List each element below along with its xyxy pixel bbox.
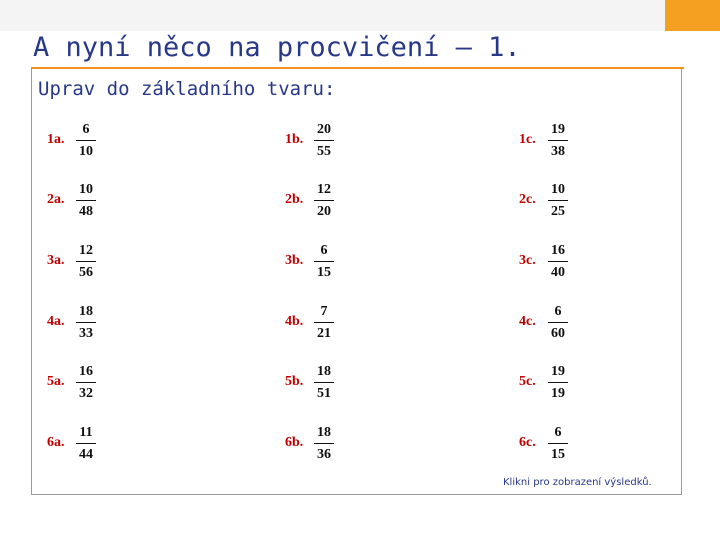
fraction-numerator: 19 xyxy=(551,122,565,137)
fraction-bar xyxy=(548,382,568,383)
fraction-numerator: 18 xyxy=(79,304,93,319)
top-banner xyxy=(0,0,720,31)
exercise-3b xyxy=(285,243,395,287)
exercise-label: 5a. xyxy=(47,374,65,389)
fraction xyxy=(548,243,568,281)
fraction-numerator: 20 xyxy=(317,122,331,137)
exercise-6a xyxy=(47,425,157,469)
exercise-label: 4a. xyxy=(47,314,65,329)
fraction-numerator: 18 xyxy=(317,425,331,440)
fraction-bar xyxy=(76,200,96,201)
exercise-label: 1c. xyxy=(519,132,536,147)
exercise-1a xyxy=(47,122,157,166)
fraction-bar xyxy=(76,443,96,444)
exercise-2c xyxy=(519,182,629,226)
exercise-4a xyxy=(47,304,157,348)
fraction xyxy=(76,364,96,402)
fraction-numerator: 6 xyxy=(320,243,328,258)
fraction-bar xyxy=(76,322,96,323)
fraction xyxy=(314,182,334,220)
show-results-hint[interactable]: Klikni pro zobrazení výsledků. xyxy=(503,477,652,488)
exercise-6b xyxy=(285,425,395,469)
exercise-label: 5c. xyxy=(519,374,536,389)
fraction-numerator: 16 xyxy=(79,364,93,379)
fraction xyxy=(548,182,568,220)
fraction-denominator: 48 xyxy=(79,204,93,219)
fraction xyxy=(548,304,568,342)
exercise-4b xyxy=(285,304,395,348)
top-banner-accent xyxy=(665,0,720,31)
exercise-label: 4b. xyxy=(285,314,304,329)
exercise-label: 2c. xyxy=(519,192,536,207)
fraction-bar xyxy=(76,382,96,383)
fraction xyxy=(76,122,96,160)
fraction xyxy=(548,122,568,160)
exercise-1c xyxy=(519,122,629,166)
fraction-bar xyxy=(548,261,568,262)
fraction xyxy=(76,243,96,281)
fraction xyxy=(314,243,334,281)
exercise-label: 5b. xyxy=(285,374,304,389)
fraction-bar xyxy=(314,200,334,201)
fraction-numerator: 6 xyxy=(554,304,562,319)
fraction xyxy=(314,425,334,463)
exercise-5b xyxy=(285,364,395,408)
exercise-label: 4c. xyxy=(519,314,536,329)
exercise-3c xyxy=(519,243,629,287)
fraction-bar xyxy=(314,322,334,323)
fraction-denominator: 25 xyxy=(551,204,565,219)
fraction-numerator: 11 xyxy=(79,425,93,440)
fraction-bar xyxy=(314,443,334,444)
fraction-denominator: 10 xyxy=(79,144,93,159)
fraction-numerator: 6 xyxy=(82,122,90,137)
exercise-2b xyxy=(285,182,395,226)
exercise-3a xyxy=(47,243,157,287)
fraction xyxy=(548,425,568,463)
fraction-bar xyxy=(548,443,568,444)
fraction-bar xyxy=(548,140,568,141)
fraction-numerator: 7 xyxy=(320,304,328,319)
exercise-4c xyxy=(519,304,629,348)
fraction-bar xyxy=(76,140,96,141)
fraction-denominator: 55 xyxy=(317,144,331,159)
fraction-denominator: 51 xyxy=(317,386,331,401)
fraction xyxy=(548,364,568,402)
fraction-numerator: 6 xyxy=(554,425,562,440)
fraction-denominator: 36 xyxy=(317,447,331,462)
fraction-bar xyxy=(548,200,568,201)
fraction-denominator: 20 xyxy=(317,204,331,219)
fraction-denominator: 60 xyxy=(551,326,565,341)
fraction-denominator: 15 xyxy=(551,447,565,462)
exercise-label: 6a. xyxy=(47,435,65,450)
exercise-label: 6c. xyxy=(519,435,536,450)
fraction-bar xyxy=(548,322,568,323)
fraction-numerator: 10 xyxy=(551,182,565,197)
fraction-bar xyxy=(314,261,334,262)
fraction-denominator: 40 xyxy=(551,265,565,280)
exercise-6c xyxy=(519,425,629,469)
fraction-numerator: 18 xyxy=(317,364,331,379)
fraction xyxy=(76,182,96,220)
fraction-denominator: 19 xyxy=(551,386,565,401)
fraction xyxy=(76,304,96,342)
exercise-label: 2b. xyxy=(285,192,304,207)
exercise-label: 1b. xyxy=(285,132,304,147)
fraction-bar xyxy=(314,382,334,383)
exercise-5c xyxy=(519,364,629,408)
fraction-denominator: 38 xyxy=(551,144,565,159)
fraction-numerator: 10 xyxy=(79,182,93,197)
exercise-1b xyxy=(285,122,395,166)
exercise-label: 1a. xyxy=(47,132,65,147)
fraction-numerator: 12 xyxy=(317,182,331,197)
fraction-denominator: 21 xyxy=(317,326,331,341)
fraction-numerator: 19 xyxy=(551,364,565,379)
exercise-label: 3a. xyxy=(47,253,65,268)
fraction xyxy=(314,122,334,160)
instruction-text: Uprav do základního tvaru: xyxy=(38,78,336,100)
fraction xyxy=(76,425,96,463)
fraction-denominator: 56 xyxy=(79,265,93,280)
fraction-denominator: 15 xyxy=(317,265,331,280)
fraction-denominator: 44 xyxy=(79,447,93,462)
exercise-5a xyxy=(47,364,157,408)
fraction-numerator: 12 xyxy=(79,243,93,258)
fraction-denominator: 33 xyxy=(79,326,93,341)
fraction-numerator: 16 xyxy=(551,243,565,258)
fraction-bar xyxy=(314,140,334,141)
fraction xyxy=(314,304,334,342)
slide-title: A nyní něco na procvičení – 1. xyxy=(33,32,521,63)
fraction xyxy=(314,364,334,402)
fraction-denominator: 32 xyxy=(79,386,93,401)
exercise-label: 3c. xyxy=(519,253,536,268)
exercise-label: 3b. xyxy=(285,253,304,268)
top-banner-gray xyxy=(0,0,665,31)
exercise-2a xyxy=(47,182,157,226)
exercise-label: 6b. xyxy=(285,435,304,450)
fraction-bar xyxy=(76,261,96,262)
exercise-label: 2a. xyxy=(47,192,65,207)
